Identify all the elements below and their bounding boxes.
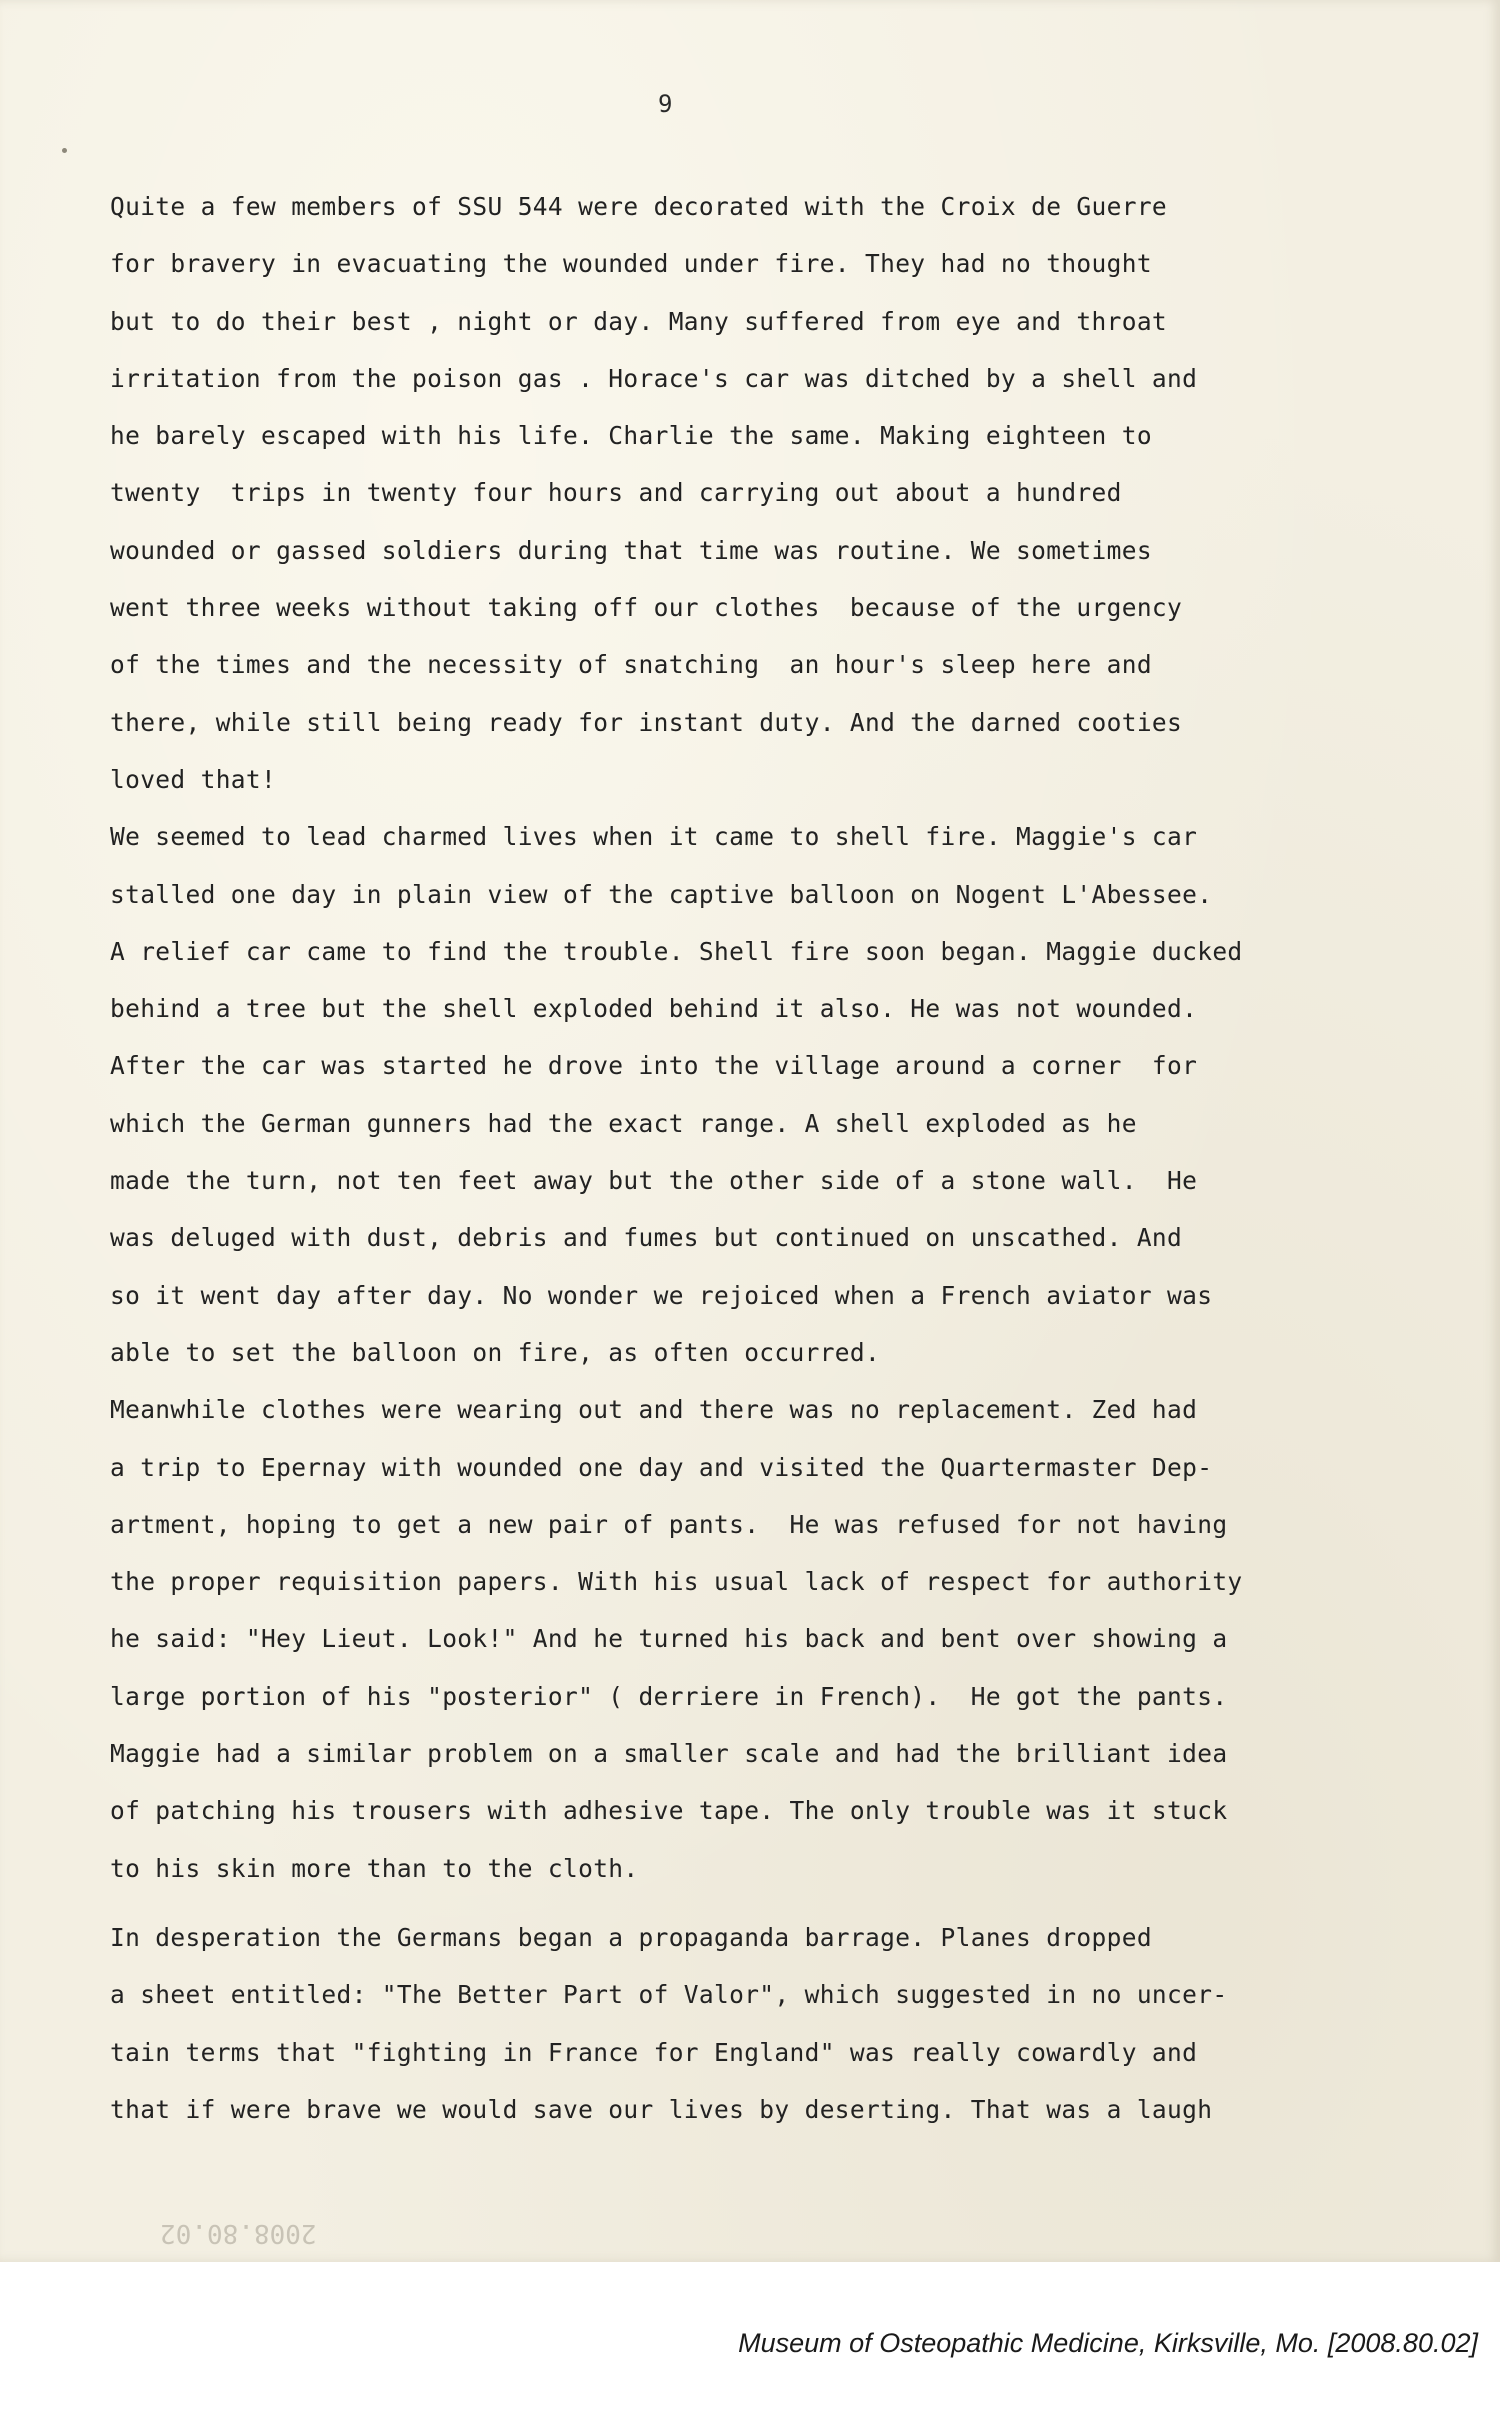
text-line: stalled one day in plain view of the captive balloon on Nogent L'Abessee. — [110, 879, 1213, 909]
text-line: Quite a few members of SSU 544 were decorated with the Croix de Guerre — [110, 192, 1168, 221]
text-line: made the turn, not ten feet away but the other side of a stone wall. He — [110, 1166, 1198, 1196]
text-line: irritation from the poison gas . Horace's car was ditched by a shell and — [110, 363, 1198, 393]
text-line: wounded or gassed soldiers during that time was routine. We sometimes — [110, 535, 1152, 565]
text-line: but to do their best , night or day. Many suffered from eye and throat — [110, 306, 1168, 336]
text-line: Meanwhile clothes were wearing out and there was no replacement. Zed had — [110, 1395, 1198, 1425]
text-line: went three weeks without taking off our clothes because of the urgency — [110, 593, 1183, 623]
text-line: he said: "Hey Lieut. Look!" And he turned his back and bent over showing a — [110, 1624, 1228, 1654]
text-line: that if were brave we would save our lives by deserting. That was a laugh — [110, 2094, 1213, 2124]
text-line: there, while still being ready for instant duty. And the darned cooties — [110, 707, 1183, 737]
text-line: A relief car came to find the trouble. Shell fire soon began. Maggie ducked — [110, 936, 1243, 966]
stray-ink-mark — [62, 148, 67, 153]
text-line: behind a tree but the shell exploded behind it also. He was not wounded. — [110, 994, 1198, 1024]
text-line: twenty trips in twenty four hours and carrying out about a hundred — [110, 478, 1122, 508]
page-number: 9 — [658, 90, 673, 118]
text-line: for bravery in evacuating the wounded under fire. They had no thought — [110, 249, 1152, 279]
text-line: the proper requisition papers. With his usual lack of respect for authority — [110, 1567, 1243, 1597]
text-line: After the car was started he drove into the village around a corner for — [110, 1051, 1198, 1081]
text-line: of the times and the necessity of snatching an hour's sleep here and — [110, 650, 1152, 680]
text-line: able to set the balloon on fire, as often occurred. — [110, 1337, 881, 1367]
text-line: so it went day after day. No wonder we rejoiced when a French aviator was — [110, 1280, 1213, 1310]
text-line: he barely escaped with his life. Charlie the same. Making eighteen to — [110, 421, 1152, 451]
text-line: which the German gunners had the exact range. A shell exploded as he — [110, 1108, 1137, 1138]
text-line: loved that! — [110, 764, 277, 794]
text-line: a trip to Epernay with wounded one day and visited the Quartermaster Dep- — [110, 1452, 1213, 1482]
text-line: tain terms that "fighting in France for England" was really cowardly and — [110, 2037, 1198, 2067]
museum-caption: Museum of Osteopathic Medicine, Kirksville, Mo. [2008.80.02] — [738, 2328, 1478, 2358]
text-line: artment, hoping to get a new pair of pants. He was refused for not having — [110, 1509, 1228, 1539]
text-line: was deluged with dust, debris and fumes but continued on unscathed. And — [110, 1223, 1183, 1253]
accession-number-mark: 2008.80.02 — [160, 2218, 317, 2248]
text-line: Maggie had a similar problem on a smaller scale and had the brilliant idea — [110, 1739, 1228, 1769]
text-line: a sheet entitled: "The Better Part of Valor", which suggested in no uncer- — [110, 1980, 1228, 2010]
text-line: of patching his trousers with adhesive tape. The only trouble was it stuck — [110, 1796, 1228, 1826]
typed-body-text — [110, 178, 1420, 2138]
text-line: to his skin more than to the cloth. — [110, 1853, 639, 1883]
text-line: We seemed to lead charmed lives when it came to shell fire. Maggie's car — [110, 822, 1198, 852]
text-line: In desperation the Germans began a propaganda barrage. Planes dropped — [110, 1922, 1152, 1952]
text-line: large portion of his "posterior" ( derriere in French). He got the pants. — [110, 1681, 1228, 1711]
